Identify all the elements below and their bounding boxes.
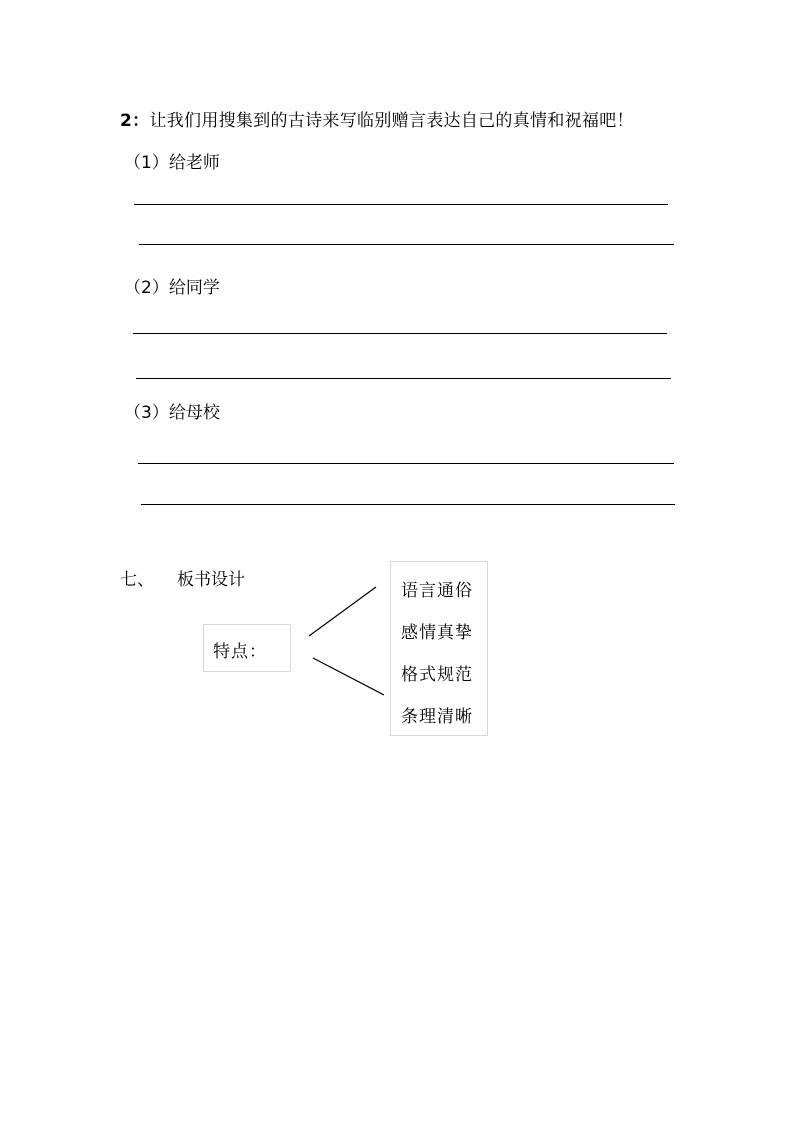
features-box <box>390 561 488 736</box>
feature-item: 语言通俗 <box>401 581 473 601</box>
item-to-classmate-label: （2）给同学 <box>124 278 220 298</box>
feature-item: 感情真挚 <box>401 623 473 643</box>
feature-item: 条理清晰 <box>401 707 473 727</box>
center-label: 特点： <box>213 642 267 662</box>
section-number: 七、 <box>120 570 154 590</box>
question-prompt: 让我们用搜集到的古诗来写临别赠言表达自己的真情和祝福吧！ <box>149 111 634 131</box>
question-number: 2： <box>120 111 150 131</box>
section-title: 板书设计 <box>177 570 245 590</box>
item-to-teacher-label: （1）给老师 <box>124 153 220 173</box>
item-to-school-label: （3）给母校 <box>124 403 220 423</box>
feature-item: 格式规范 <box>401 665 473 685</box>
connector-line-up <box>309 587 376 636</box>
connector-line-down <box>313 658 384 695</box>
